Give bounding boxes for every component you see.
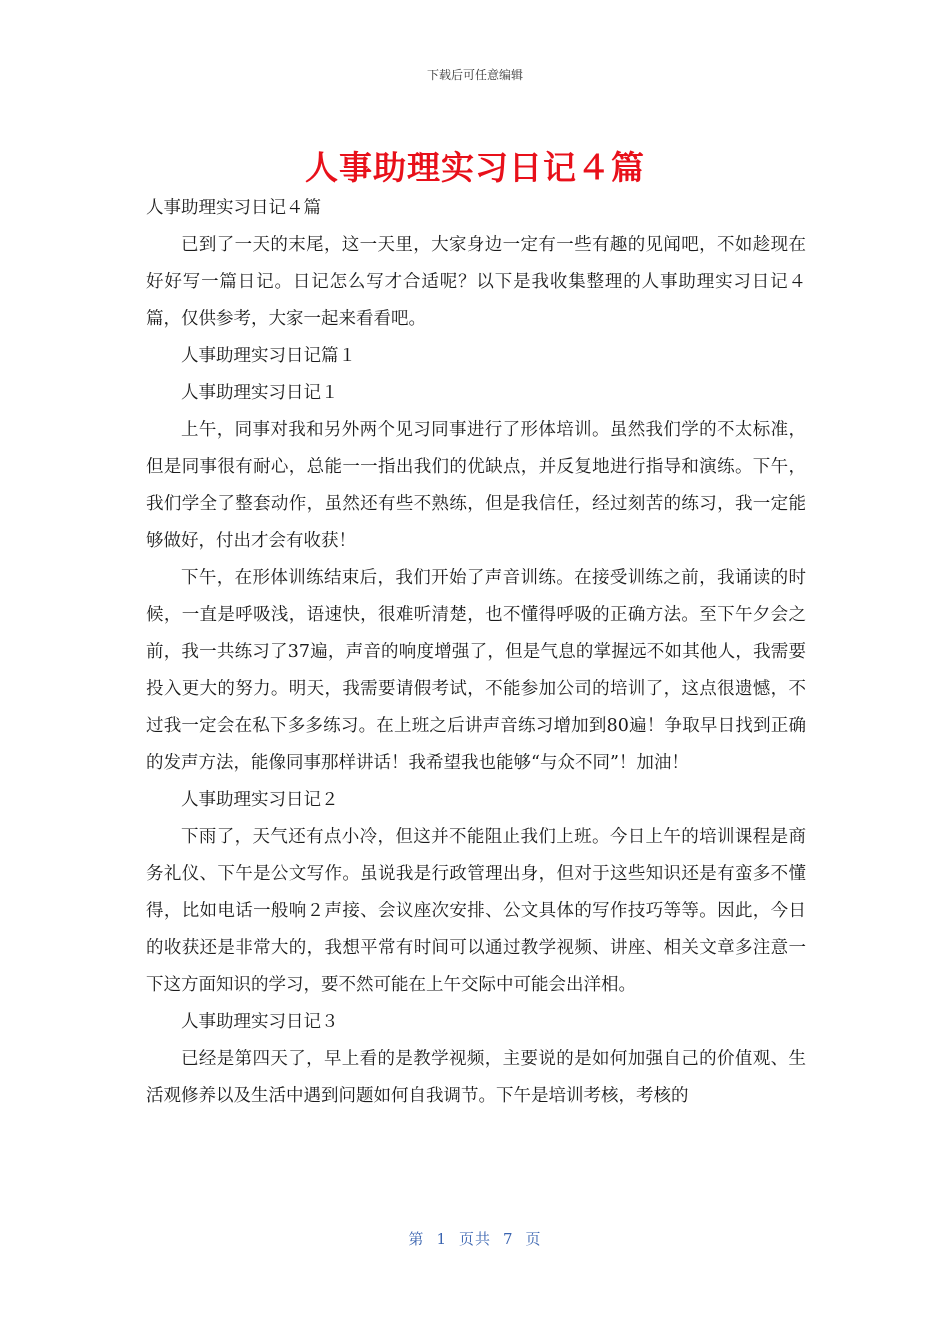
- footer-ye: 页: [525, 1230, 542, 1248]
- diary-3-paragraph-1: 已经是第四天了，早上看的是教学视频，主要说的是如何加强自己的价值观、生活观修养以及生活中遇到问题如何自我调节。下午是培训考核，考核的: [146, 1049, 806, 1106]
- diary-1-paragraph-2: 下午，在形体训练结束后，我们开始了声音训练。在接受训练之前，我诵读的时候，一直是呼吸浅，语速快，很难听清楚，也不懂得呼吸的正确方法。至下午夕会之前，我一共练习了37遍，声音的响度增强了，但是气息的掌握远不如其他人，我需要投入更大的努力。明天，我需要请假考试，不能参加公司的培训了，这点很遗憾，不过我一定会在私下多多练习。在上班之后讲声音练习增加到80遍！争取早日找到正确的发声方法，能像同事那样讲话！我希望我也能够“与众不同”！加油！: [146, 568, 806, 773]
- intro-paragraph: 已到了一天的末尾，这一天里，大家身边一定有一些有趣的见闻吧，不如趁现在好好写一篇日记。日记怎么写才合适呢？以下是我收集整理的人事助理实习日记４篇，仅供参考，大家一起来看看吧。: [146, 235, 806, 329]
- section-heading: 人事助理实习日记篇１: [181, 346, 356, 366]
- document-body: [146, 190, 806, 1115]
- diary-3-title: 人事助理实习日记３: [181, 1012, 339, 1032]
- diary-1-paragraph-1: 上午，同事对我和另外两个见习同事进行了形体培训。虽然我们学的不太标准，但是同事很有耐心，总能一一指出我们的优缺点，并反复地进行指导和演练。下午，我们学全了整套动作，虽然还有些不熟练，但是我信任，经过刻苦的练习，我一定能够做好，付出才会有收获！: [146, 420, 806, 551]
- document-title: 人事助理实习日记４篇: [305, 148, 645, 187]
- diary-1-title: 人事助理实习日记１: [181, 383, 339, 403]
- diary-2-paragraph-1: 下雨了，天气还有点小冷，但这并不能阻止我们上班。今日上午的培训课程是商务礼仪、下午是公文写作。虽说我是行政管理出身，但对于这些知识还是有蛮多不懂得，比如电话一般响２声接、会议座次安排、公文具体的写作技巧等等。因此，今日的收获还是非常大的，我想平常有时间可以通过教学视频、讲座、相关文章多注意一下这方面知识的学习，要不然可能在上午交际中可能会出洋相。: [146, 827, 806, 995]
- subtitle-line: 人事助理实习日记４篇: [146, 198, 321, 218]
- header-note: 下载后可任意编辑: [426, 68, 523, 82]
- page-footer: [0, 1228, 950, 1249]
- footer-page-number: 1: [436, 1230, 447, 1248]
- footer-total-pages: 7: [503, 1230, 514, 1248]
- footer-ye-gong: 页共: [458, 1230, 491, 1248]
- diary-2-title: 人事助理实习日记２: [181, 790, 339, 810]
- footer-di: 第: [408, 1230, 425, 1248]
